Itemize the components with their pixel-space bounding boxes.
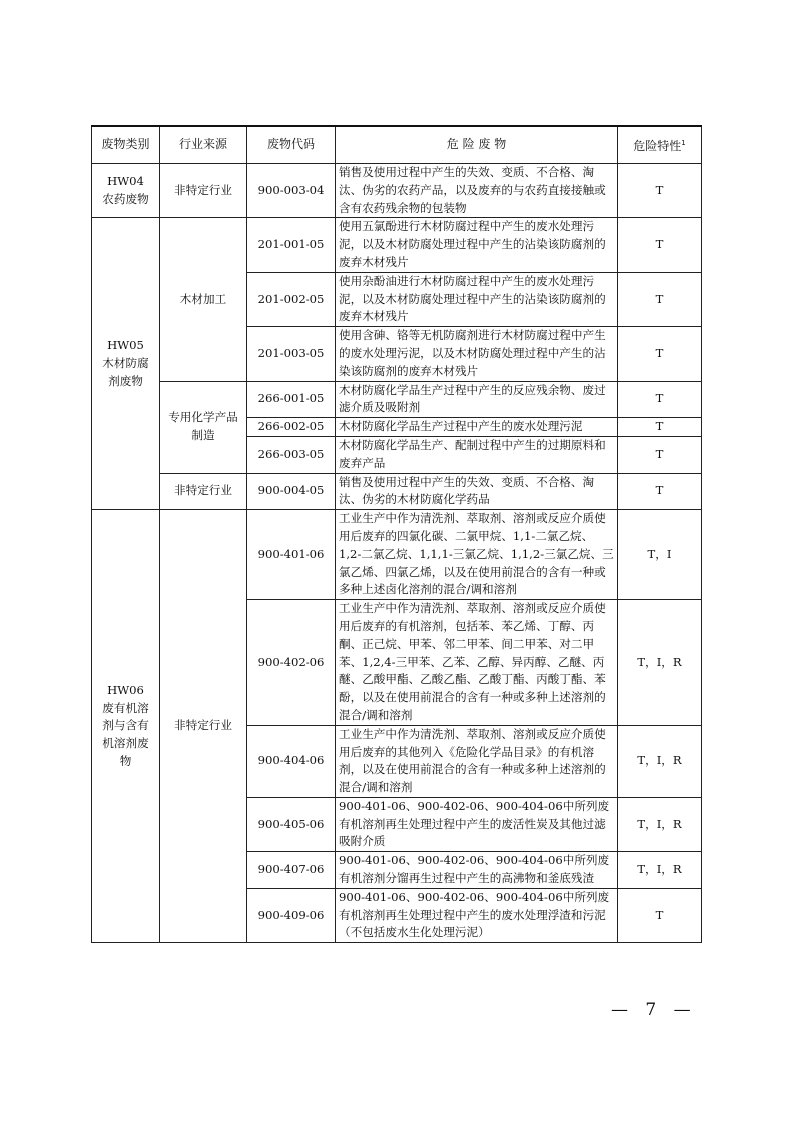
- waste-description-cell: 销售及使用过程中产生的失效、变质、不合格、淘汰、伪劣的木材防腐化学药品: [336, 473, 618, 510]
- header-industry: 行业来源: [160, 126, 247, 164]
- waste-description-cell: 使用含砷、铬等无机防腐剂进行木材防腐过程中产生的废水处理污泥，以及木材防腐处理过程中产生的沾染该防腐剂的废弃木材残片: [336, 327, 618, 381]
- table-row: [92, 164, 702, 218]
- hazard-feature-cell: T，I，R: [618, 600, 702, 726]
- waste-category-cell-line: 木材防腐: [102, 355, 149, 370]
- waste-code-cell: 900-404-06: [247, 725, 336, 797]
- waste-code-cell: 266-003-05: [247, 436, 336, 473]
- hazard-feature-cell: T，I，R: [618, 725, 702, 797]
- waste-code-cell: 900-401-06: [247, 510, 336, 600]
- waste-code-cell: 900-405-06: [247, 797, 336, 851]
- industry-cell: 非特定行业: [160, 510, 247, 943]
- waste-category-cell-line: 物: [119, 753, 132, 768]
- industry-cell: 非特定行业: [160, 164, 247, 218]
- waste-description-cell: 工业生产中作为清洗剂、萃取剂、溶剂或反应介质使用后废弃的四氯化碳、二氯甲烷、1,1-二氯乙烷、1,2-二氯乙烷、1,1,1-三氯乙烷、1,1,2-三氯乙烷、三氯乙烯、四氯乙烯，以及在使用前混合的含有一种或多种上述卤化溶剂的混合/调和溶剂: [336, 510, 618, 600]
- waste-code-cell: 900-402-06: [247, 600, 336, 726]
- header-category: 废物类别: [92, 126, 160, 164]
- industry-cell-line: 木材加工: [179, 291, 227, 306]
- industry-cell: [160, 218, 247, 381]
- waste-category-cell-line: HW06: [107, 682, 144, 697]
- waste-code-cell: 900-004-05: [247, 473, 336, 510]
- header-feature-label: 危险特性: [633, 138, 682, 153]
- waste-category-cell: [92, 510, 160, 943]
- hazard-feature-cell: T，I，R: [618, 797, 702, 851]
- waste-code-cell: 900-407-06: [247, 852, 336, 889]
- hazard-feature-cell: T: [618, 473, 702, 510]
- waste-description-cell: 木材防腐化学品生产过程中产生的废水处理污泥: [336, 418, 618, 437]
- hazard-feature-cell: T，I: [618, 510, 702, 600]
- waste-description-cell: 销售及使用过程中产生的失效、变质、不合格、淘汰、伪劣的农药产品，以及废弃的与农药直接接触或含有农药残余物的包装物: [336, 164, 618, 218]
- waste-code-cell: 266-002-05: [247, 418, 336, 437]
- waste-description-cell: 使用五氯酚进行木材防腐过程中产生的废水处理污泥，以及木材防腐处理过程中产生的沾染该防腐剂的废弃木材残片: [336, 218, 618, 272]
- hazard-feature-cell: T: [618, 436, 702, 473]
- industry-cell-line: 非特定行业: [174, 483, 232, 498]
- waste-code-cell: 201-001-05: [247, 218, 336, 272]
- page-number: — 7 —: [611, 1000, 697, 1020]
- hazard-feature-cell: T: [618, 381, 702, 418]
- waste-description-cell: 木材防腐化学品生产、配制过程中产生的过期原料和废弃产品: [336, 436, 618, 473]
- table-row: [92, 218, 702, 272]
- table-row: [92, 381, 702, 418]
- waste-category-cell-line: 机溶剂废: [102, 736, 149, 751]
- header-waste: 危 险 废 物: [336, 126, 618, 164]
- header-code: 废物代码: [247, 126, 336, 164]
- hazard-feature-cell: T: [618, 164, 702, 218]
- hazard-feature-cell: T: [618, 272, 702, 326]
- waste-category-cell-line: 废有机溶: [102, 700, 149, 715]
- waste-category-cell-line: HW05: [107, 338, 144, 353]
- industry-cell-line: 专用化学产品: [168, 410, 238, 425]
- header-feature-footnote: 1: [681, 138, 686, 147]
- table-row: [92, 473, 702, 510]
- waste-description-cell: 使用杂酚油进行木材防腐过程中产生的废水处理污泥，以及木材防腐处理过程中产生的沾染该防腐剂的废弃木材残片: [336, 272, 618, 326]
- waste-code-cell: 900-409-06: [247, 888, 336, 942]
- waste-category-cell-line: 剂与含有: [102, 718, 149, 733]
- waste-category-cell-line: HW04: [107, 173, 144, 188]
- table-body: [92, 164, 702, 943]
- waste-code-cell: 201-002-05: [247, 272, 336, 326]
- waste-code-cell: 900-003-04: [247, 164, 336, 218]
- table-row: [92, 510, 702, 600]
- hazard-feature-cell: T，I，R: [618, 852, 702, 889]
- hazard-feature-cell: T: [618, 218, 702, 272]
- waste-description-cell: 工业生产中作为清洗剂、萃取剂、溶剂或反应介质使用后废弃的有机溶剂，包括苯、苯乙烯、丁醇、丙酮、正己烷、甲苯、邻二甲苯、间二甲苯、对二甲苯、1,2,4-三甲苯、乙苯、乙醇、异丙醇、乙醚、丙醚、乙酸甲酯、乙酸乙酯、乙酸丁酯、丙酸丁酯、苯酚，以及在使用前混合的含有一种或多种上述溶剂的混合/调和溶剂: [336, 600, 618, 726]
- waste-description-cell: 木材防腐化学品生产过程中产生的反应残余物、废过滤介质及吸附剂: [336, 381, 618, 418]
- industry-cell-line: 制造: [191, 428, 215, 443]
- waste-description-cell: 900-401-06、900-402-06、900-404-06中所列废有机溶剂再生处理过程中产生的废活性炭及其他过滤吸附介质: [336, 797, 618, 851]
- table-header-row: [92, 126, 702, 164]
- industry-cell: [160, 381, 247, 473]
- waste-description-cell: 900-401-06、900-402-06、900-404-06中所列废有机溶剂分馏再生过程中产生的高沸物和釜底残渣: [336, 852, 618, 889]
- waste-category-cell: [92, 218, 160, 510]
- waste-category-cell-line: 剂废物: [108, 373, 143, 388]
- header-feature: [618, 126, 702, 164]
- waste-code-cell: 266-001-05: [247, 381, 336, 418]
- hazard-feature-cell: T: [618, 888, 702, 942]
- industry-cell: [160, 473, 247, 510]
- hazard-feature-cell: T: [618, 327, 702, 381]
- hazardous-waste-table: [91, 125, 702, 943]
- waste-description-cell: 工业生产中作为清洗剂、萃取剂、溶剂或反应介质使用后废弃的其他列入《危险化学品目录》的有机溶剂，以及在使用前混合的含有一种或多种上述溶剂的混合/调和溶剂: [336, 725, 618, 797]
- waste-category-cell: [92, 164, 160, 218]
- waste-category-cell-line: 农药废物: [102, 191, 149, 206]
- waste-description-cell: 900-401-06、900-402-06、900-404-06中所列废有机溶剂再生处理过程中产生的废水处理浮渣和污泥（不包括废水生化处理污泥）: [336, 888, 618, 942]
- hazard-feature-cell: T: [618, 418, 702, 437]
- waste-code-cell: 201-003-05: [247, 327, 336, 381]
